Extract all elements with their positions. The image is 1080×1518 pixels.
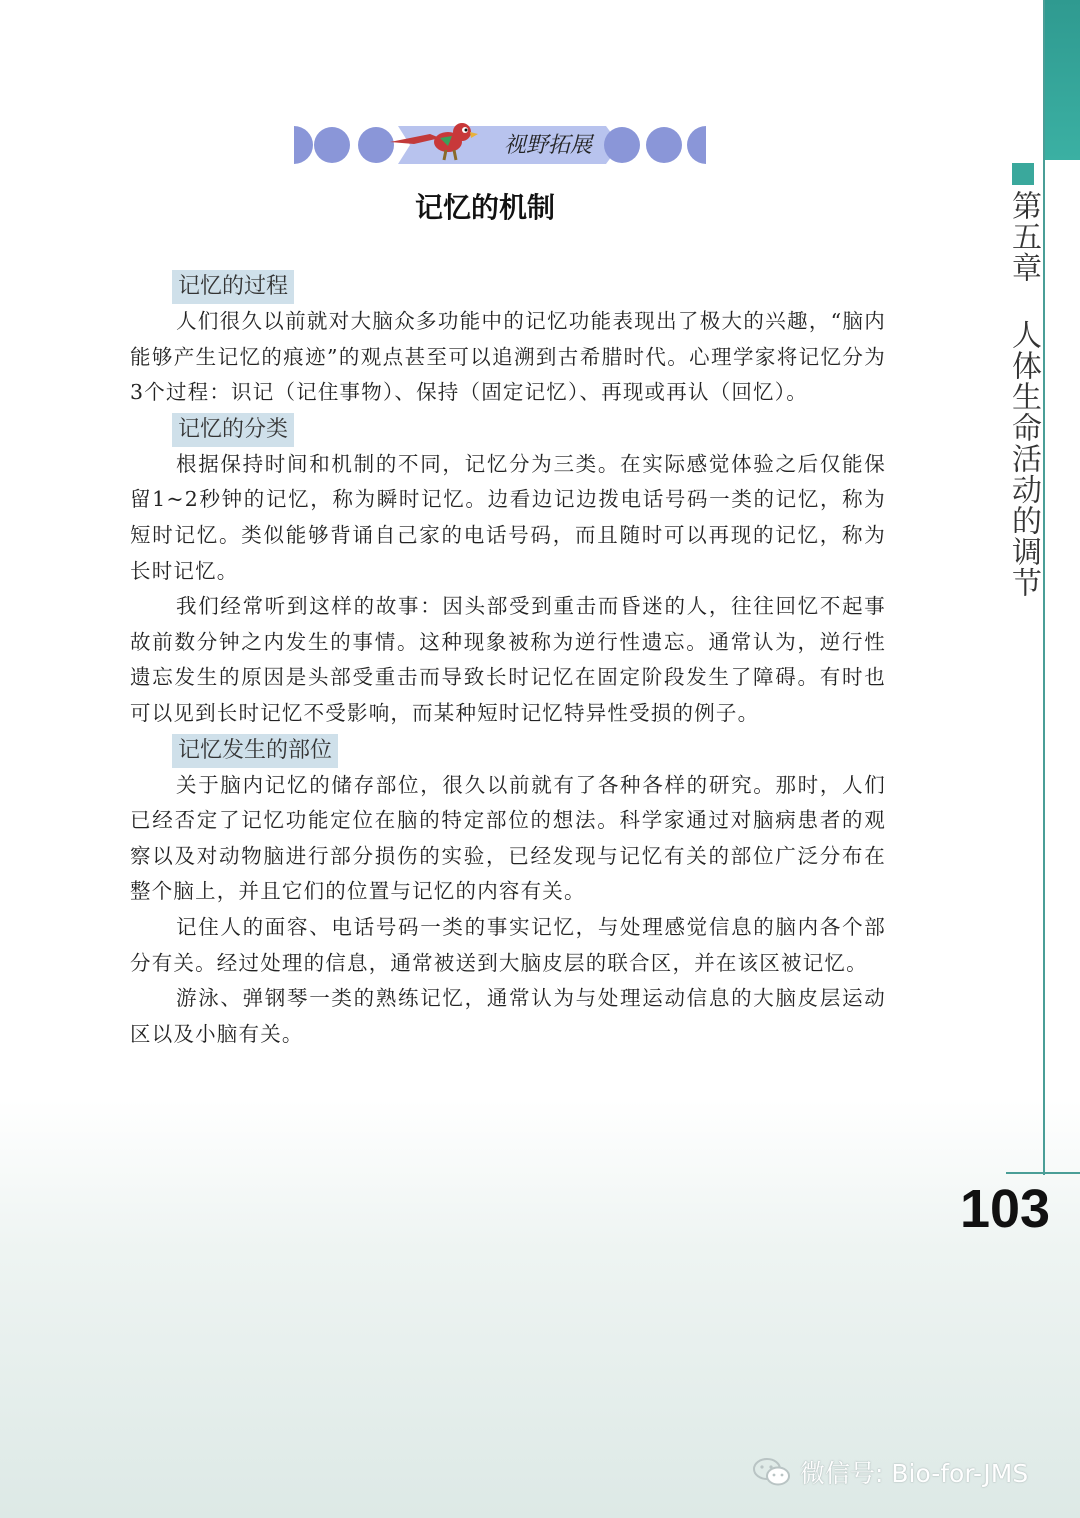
paragraph: 我们经常听到这样的故事：因头部受到重击而昏迷的人，往往回忆不起事故前数分钟之内发生的事情。这种现象被称为逆行性遗忘。通常认为，逆行性遗忘发生的原因是头部受重击而导致长时记忆在固定阶段发生了障碍。有时也可以见到长时记忆不受影响，而某种短时记忆特异性受损的例子。 bbox=[130, 594, 886, 725]
edge-divider-line bbox=[1043, 0, 1045, 1175]
chapter-edge-tab bbox=[1044, 0, 1080, 160]
chapter-marker-square bbox=[1012, 163, 1034, 185]
section-heading: 记忆的分类 bbox=[172, 413, 294, 447]
section-heading: 记忆发生的部位 bbox=[172, 734, 338, 768]
section-memory-process bbox=[130, 268, 886, 411]
section-memory-location bbox=[130, 732, 886, 1053]
paragraph: 游泳、弹钢琴一类的熟练记忆，通常认为与处理运动信息的大脑皮层运动区以及小脑有关。 bbox=[130, 986, 886, 1046]
section-heading: 记忆的过程 bbox=[172, 270, 294, 304]
page-number-rule bbox=[1006, 1172, 1080, 1174]
article-body bbox=[130, 268, 886, 1052]
watermark-text: 微信号: Bio-for-JMS bbox=[800, 1459, 1029, 1488]
banner-label: 视野拓展 bbox=[503, 133, 592, 158]
section-banner bbox=[290, 120, 710, 170]
paragraph: 人们很久以前就对大脑众多功能中的记忆功能表现出了极大的兴趣，“脑内能够产生记忆的痕迹”的观点甚至可以追溯到古希腊时代。心理学家将记忆分为3个过程：识记（记住事物）、保持（固定记忆）、再现或再认（回忆）。 bbox=[130, 309, 886, 405]
paragraph: 根据保持时间和机制的不同，记忆分为三类。在实际感觉体验之后仅能保留1~2秒钟的记忆，称为瞬时记忆。边看边记边拨电话号码一类的记忆，称为短时记忆。类似能够背诵自己家的电话号码，而且随时可以再现的记忆，称为长时记忆。 bbox=[130, 451, 886, 583]
chapter-title-vertical: 第五章 人体生命活动的调节 bbox=[1006, 190, 1041, 598]
wechat-icon bbox=[752, 1456, 792, 1488]
wechat-watermark bbox=[752, 1452, 1052, 1492]
paragraph: 关于脑内记忆的储存部位，很久以前就有了各种各样的研究。那时，人们已经否定了记忆功能定位在脑的特定部位的想法。科学家通过对脑病患者的观察以及对动物脑进行部分损伤的实验，已经发现与记忆有关的部位广泛分布在整个脑上，并且它们的位置与记忆的内容有关。 bbox=[130, 772, 886, 904]
article-title: 记忆的机制 bbox=[414, 191, 555, 224]
paragraph: 记住人的面容、电话号码一类的事实记忆，与处理感觉信息的脑内各个部分有关。经过处理的信息，通常被送到大脑皮层的联合区，并在该区被记忆。 bbox=[130, 914, 886, 975]
page-number: 103 bbox=[959, 1179, 1051, 1239]
section-memory-types bbox=[130, 411, 886, 732]
